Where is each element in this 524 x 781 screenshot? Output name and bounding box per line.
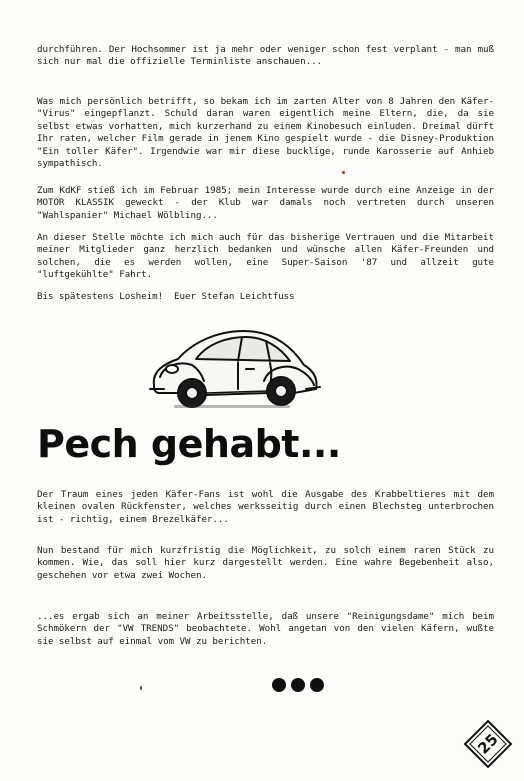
article-paragraph-1: durchführen. Der Hochsommer ist ja mehr oder weniger schon fest verplant - man muß sich nur mal die offizielle Terminliste anschauen... (37, 44, 500, 68)
section-headline: Pech gehabt... (37, 422, 341, 466)
page-number: 25 (474, 730, 502, 758)
separator-dots (272, 676, 326, 694)
vw-beetle-illustration (146, 319, 324, 415)
page-number-badge (462, 718, 514, 770)
article-paragraph-2: Was mich persönlich betrifft, so bekam ich im zarten Alter von 8 Jahren den Käfer-"Virus" eingepflanzt. Schuld daran waren eigentlich meine Eltern, die, da sie selbst etwas vorhatten, mich kurzerhand zu einem Kinobesuch einluden. Dreimal dürft Ihr raten, welcher Film gerade in jenem Kino gespielt wurde - die Disney-Produktion "Ein toller Käfer". Irgendwie war mir diese bucklige, runde Karosserie auf Anhieb sympathisch. (37, 96, 500, 170)
separator-dot (272, 678, 286, 692)
section-paragraph-1: Der Traum eines jeden Käfer-Fans ist wohl die Ausgabe des Krabbeltieres mit dem kleinen ovalen Rückfenster, welches werksseitig durch einen Blechsteg unterbrochen ist - richtig, einem Brezelkäfer... (37, 489, 500, 525)
separator-dot (291, 678, 305, 692)
article-paragraph-3: Zum KdKF stieß ich im Februar 1985; mein Interesse wurde durch eine Anzeige in der MOTOR KLASSIK geweckt - der Klub war damals noch vertreten durch unseren "Wahlspanier" Michael Wölbling... (37, 185, 500, 221)
print-speck (140, 686, 142, 690)
separator-dot (310, 678, 324, 692)
article-paragraph-4: An dieser Stelle möchte ich mich auch für das bisherige Vertrauen und die Mitarbeit meiner Mitglieder ganz herzlich bedanken und wünsche allen Käfer-Freunden und solchen, die es werden wollen, eine Super-Saison '87 und allzeit gute "luftgekühlte" Fahrt. (37, 232, 500, 281)
print-speck (342, 171, 345, 174)
section-paragraph-3: ...es ergab sich an meiner Arbeitsstelle, daß unsere "Reinigungsdame" mich beim Schmökern der "VW TRENDS" beobachtete. Wohl angetan von den vielen Käfern, wußte sie selbst auf einmal vom VW zu berichten. (37, 611, 500, 647)
signature-line: Bis spätestens Losheim! Euer Stefan Leichtfuss (37, 291, 295, 302)
section-paragraph-2: Nun bestand für mich kurzfristig die Möglichkeit, zu solch einem raren Stück zu kommen. Wie, das soll hier kurz dargestellt werden. Eine wahre Begebenheit also, geschehen vor etwa zwei Wochen. (37, 545, 500, 581)
